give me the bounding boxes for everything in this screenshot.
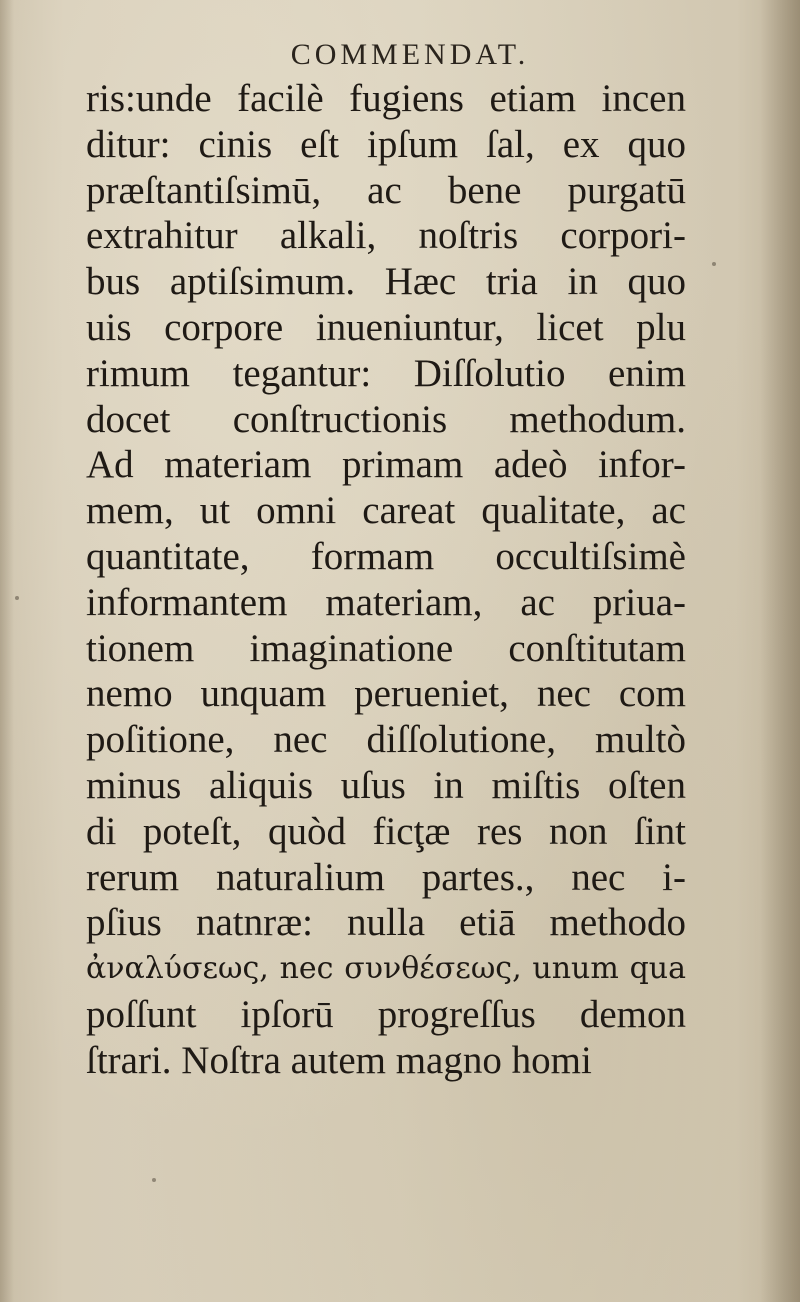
- body-text: [86, 76, 686, 1084]
- text-line: uis corpore inueniuntur, licet plu: [86, 305, 686, 349]
- text-line: Ad materiam primam adeò infor-: [86, 443, 686, 487]
- paper-speck: [712, 262, 716, 266]
- paper-speck: [152, 1178, 156, 1182]
- text-line: di poteſt, quòd ficţæ res non ſint: [86, 809, 686, 853]
- text-line: ſtrari. Noſtra autem magno homi: [86, 1038, 592, 1082]
- paper-speck: [15, 596, 19, 600]
- text-line-greek: ἀναλύσεως, nec συνθέσεως, unum qua: [86, 951, 686, 987]
- text-line: minus aliquis uſus in miſtis oſten: [86, 763, 686, 807]
- text-line: poſitione, nec diſſolutione, multò: [86, 718, 686, 762]
- text-line: præſtantiſsimū, ac bene purgatū: [86, 168, 686, 212]
- running-head: COMMENDAT.: [290, 38, 530, 71]
- text-line: ris:unde facilè fugiens etiam incen: [86, 77, 686, 120]
- text-line: extrahitur alkali, noſtris corpori-: [86, 214, 686, 258]
- text-line: rimum tegantur: Diſſolutio enim: [86, 351, 686, 395]
- text-line: poſſunt ipſorū progreſſus demon: [86, 992, 686, 1036]
- page-shadow-right: [760, 0, 800, 1302]
- text-line: mem, ut omni careat qualitate, ac: [86, 489, 686, 533]
- text-line: docet conſtructionis methodum.: [86, 397, 686, 441]
- text-line: ditur: cinis eſt ipſum ſal, ex quo: [86, 122, 686, 166]
- text-line: quantitate, formam occultiſsimè: [86, 534, 686, 578]
- text-line: informantem materiam, ac priua-: [86, 580, 686, 624]
- text-line: rerum naturalium partes., nec i-: [86, 855, 686, 899]
- text-line: pſius natnræ: nulla etiā methodo: [86, 901, 686, 945]
- page-shadow-left: [0, 0, 14, 1302]
- text-line: nemo unquam perueniet, nec com: [86, 672, 686, 716]
- text-line: bus aptiſsimum. Hæc tria in quo: [86, 260, 686, 304]
- text-line: tionem imaginatione conſtitutam: [86, 626, 686, 670]
